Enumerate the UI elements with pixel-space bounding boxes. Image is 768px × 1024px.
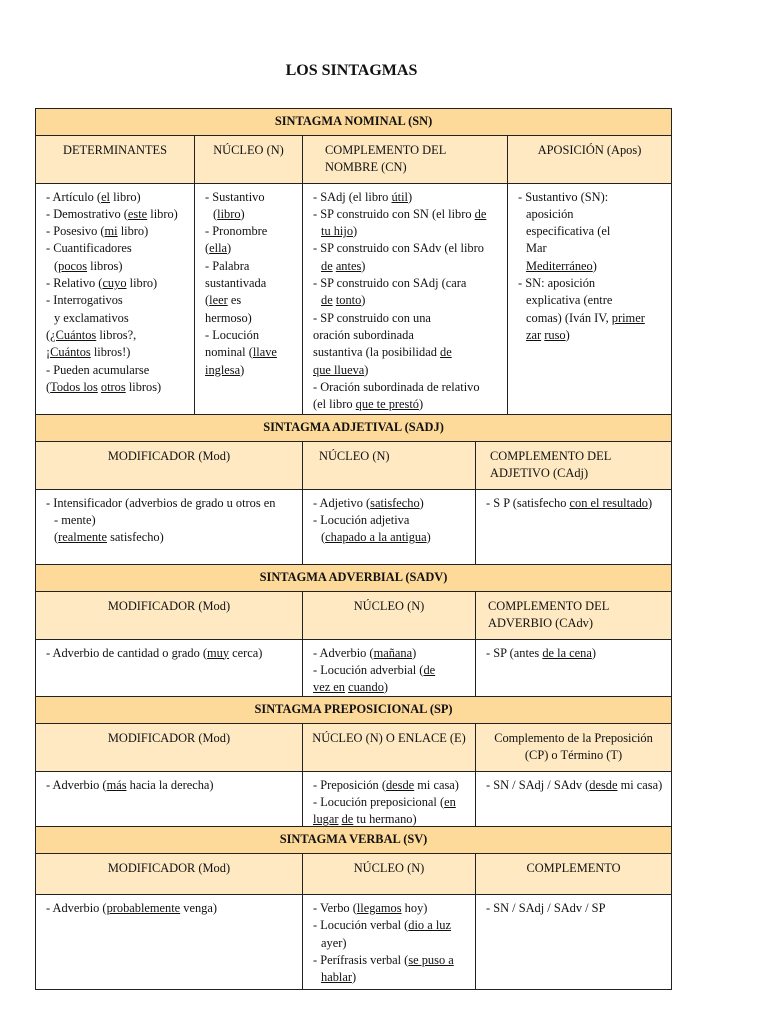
cell-complemento-adjetivo: - S P (satisfecho con el resultado) bbox=[476, 489, 672, 566]
cell-modificador: - Adverbio (probablemente venga) bbox=[36, 895, 303, 990]
header-nucleo-enlace: NÚCLEO (N) O ENLACE (E) bbox=[303, 724, 476, 772]
header-complemento-adjetivo: COMPLEMENTO DEL ADJETIVO (CAdj) bbox=[476, 442, 672, 490]
cell-modificador: - Adverbio (más hacia la derecha) bbox=[36, 771, 303, 832]
cell-nucleo: - Sustantivo (libro) - Pronombre (ella) - Palabra sustantivada (leer es hermoso) - Locución nominal (llave inglesa) bbox=[195, 183, 303, 417]
header-complemento: COMPLEMENTO bbox=[476, 854, 672, 895]
cell-complemento-nombre: - SAdj (el libro útil) - SP construido con SN (el libro de tu hijo) - SP construido con SAdv (el libro de antes) - SP construido con SAdj (cara de tonto) - SP construido con una oración subordinada sustantiva (la posibilidad de que llueva) - Oración subordinada de relativo (el libro que te prestó) bbox=[303, 183, 508, 417]
header-modificador: MODIFICADOR (Mod) bbox=[36, 592, 303, 640]
table-sintagma-verbal bbox=[35, 826, 672, 990]
section-title-sadv: SINTAGMA ADVERBIAL (SADV) bbox=[36, 565, 672, 592]
cell-determinantes: - Artículo (el libro) - Demostrativo (este libro) - Posesivo (mi libro) - Cuantificadores (pocos libros) - Relativo (cuyo libro) - Interrogativos y exclamativos (¿Cuántos libros?, ¡Cuántos libros!) - Pueden acumularse (Todos los otros libros) bbox=[36, 183, 195, 417]
cell-nucleo: - Verbo (llegamos hoy) - Locución verbal (dio a luz ayer) - Perífrasis verbal (se puso a hablar) bbox=[303, 895, 476, 990]
cell-complemento-adverbio: - SP (antes de la cena) bbox=[476, 639, 672, 700]
header-nucleo: NÚCLEO (N) bbox=[303, 442, 476, 490]
cell-nucleo: - Adverbio (mañana) - Locución adverbial (de vez en cuando) bbox=[303, 639, 476, 700]
page-title: LOS SINTAGMAS bbox=[285, 62, 418, 79]
cell-nucleo: - Adjetivo (satisfecho) - Locución adjetiva (chapado a la antigua) bbox=[303, 489, 476, 566]
cell-modificador: - Intensificador (adverbios de grado u otros en - mente) (realmente satisfecho) bbox=[36, 489, 303, 566]
table-sintagma-nominal bbox=[35, 108, 672, 417]
cell-modificador: - Adverbio de cantidad o grado (muy cerca) bbox=[36, 639, 303, 700]
header-nucleo: NÚCLEO (N) bbox=[303, 592, 476, 640]
header-modificador: MODIFICADOR (Mod) bbox=[36, 724, 303, 772]
header-complemento-preposicion: Complemento de la Preposición (CP) o Término (T) bbox=[476, 724, 672, 772]
section-title-sn: SINTAGMA NOMINAL (SN) bbox=[36, 109, 672, 136]
cell-complemento-preposicion: - SN / SAdj / SAdv (desde mi casa) bbox=[476, 771, 672, 832]
section-title-sadj: SINTAGMA ADJETIVAL (SADJ) bbox=[36, 415, 672, 442]
cell-nucleo: - Preposición (desde mi casa) - Locución preposicional (en lugar de tu hermano) bbox=[303, 771, 476, 832]
cell-complemento: - SN / SAdj / SAdv / SP bbox=[476, 895, 672, 990]
section-title-sv: SINTAGMA VERBAL (SV) bbox=[36, 827, 672, 854]
header-nucleo: NÚCLEO (N) bbox=[303, 854, 476, 895]
header-modificador: MODIFICADOR (Mod) bbox=[36, 854, 303, 895]
table-sintagma-adverbial bbox=[35, 564, 672, 700]
header-complemento-adverbio: COMPLEMENTO DEL ADVERBIO (CAdv) bbox=[476, 592, 672, 640]
header-modificador: MODIFICADOR (Mod) bbox=[36, 442, 303, 490]
cell-aposicion: - Sustantivo (SN): aposición especificativa (el Mar Mediterráneo) - SN: aposición explicativa (entre comas) (Iván IV, primer zar ruso) bbox=[508, 183, 672, 417]
section-title-sp: SINTAGMA PREPOSICIONAL (SP) bbox=[36, 697, 672, 724]
table-sintagma-preposicional bbox=[35, 696, 672, 832]
table-sintagma-adjetival bbox=[35, 414, 672, 567]
header-nucleo: NÚCLEO (N) bbox=[195, 136, 303, 184]
header-determinantes: DETERMINANTES bbox=[36, 136, 195, 184]
header-complemento-nombre: COMPLEMENTO DEL NOMBRE (CN) bbox=[303, 136, 508, 184]
header-aposicion: APOSICIÓN (Apos) bbox=[508, 136, 672, 184]
